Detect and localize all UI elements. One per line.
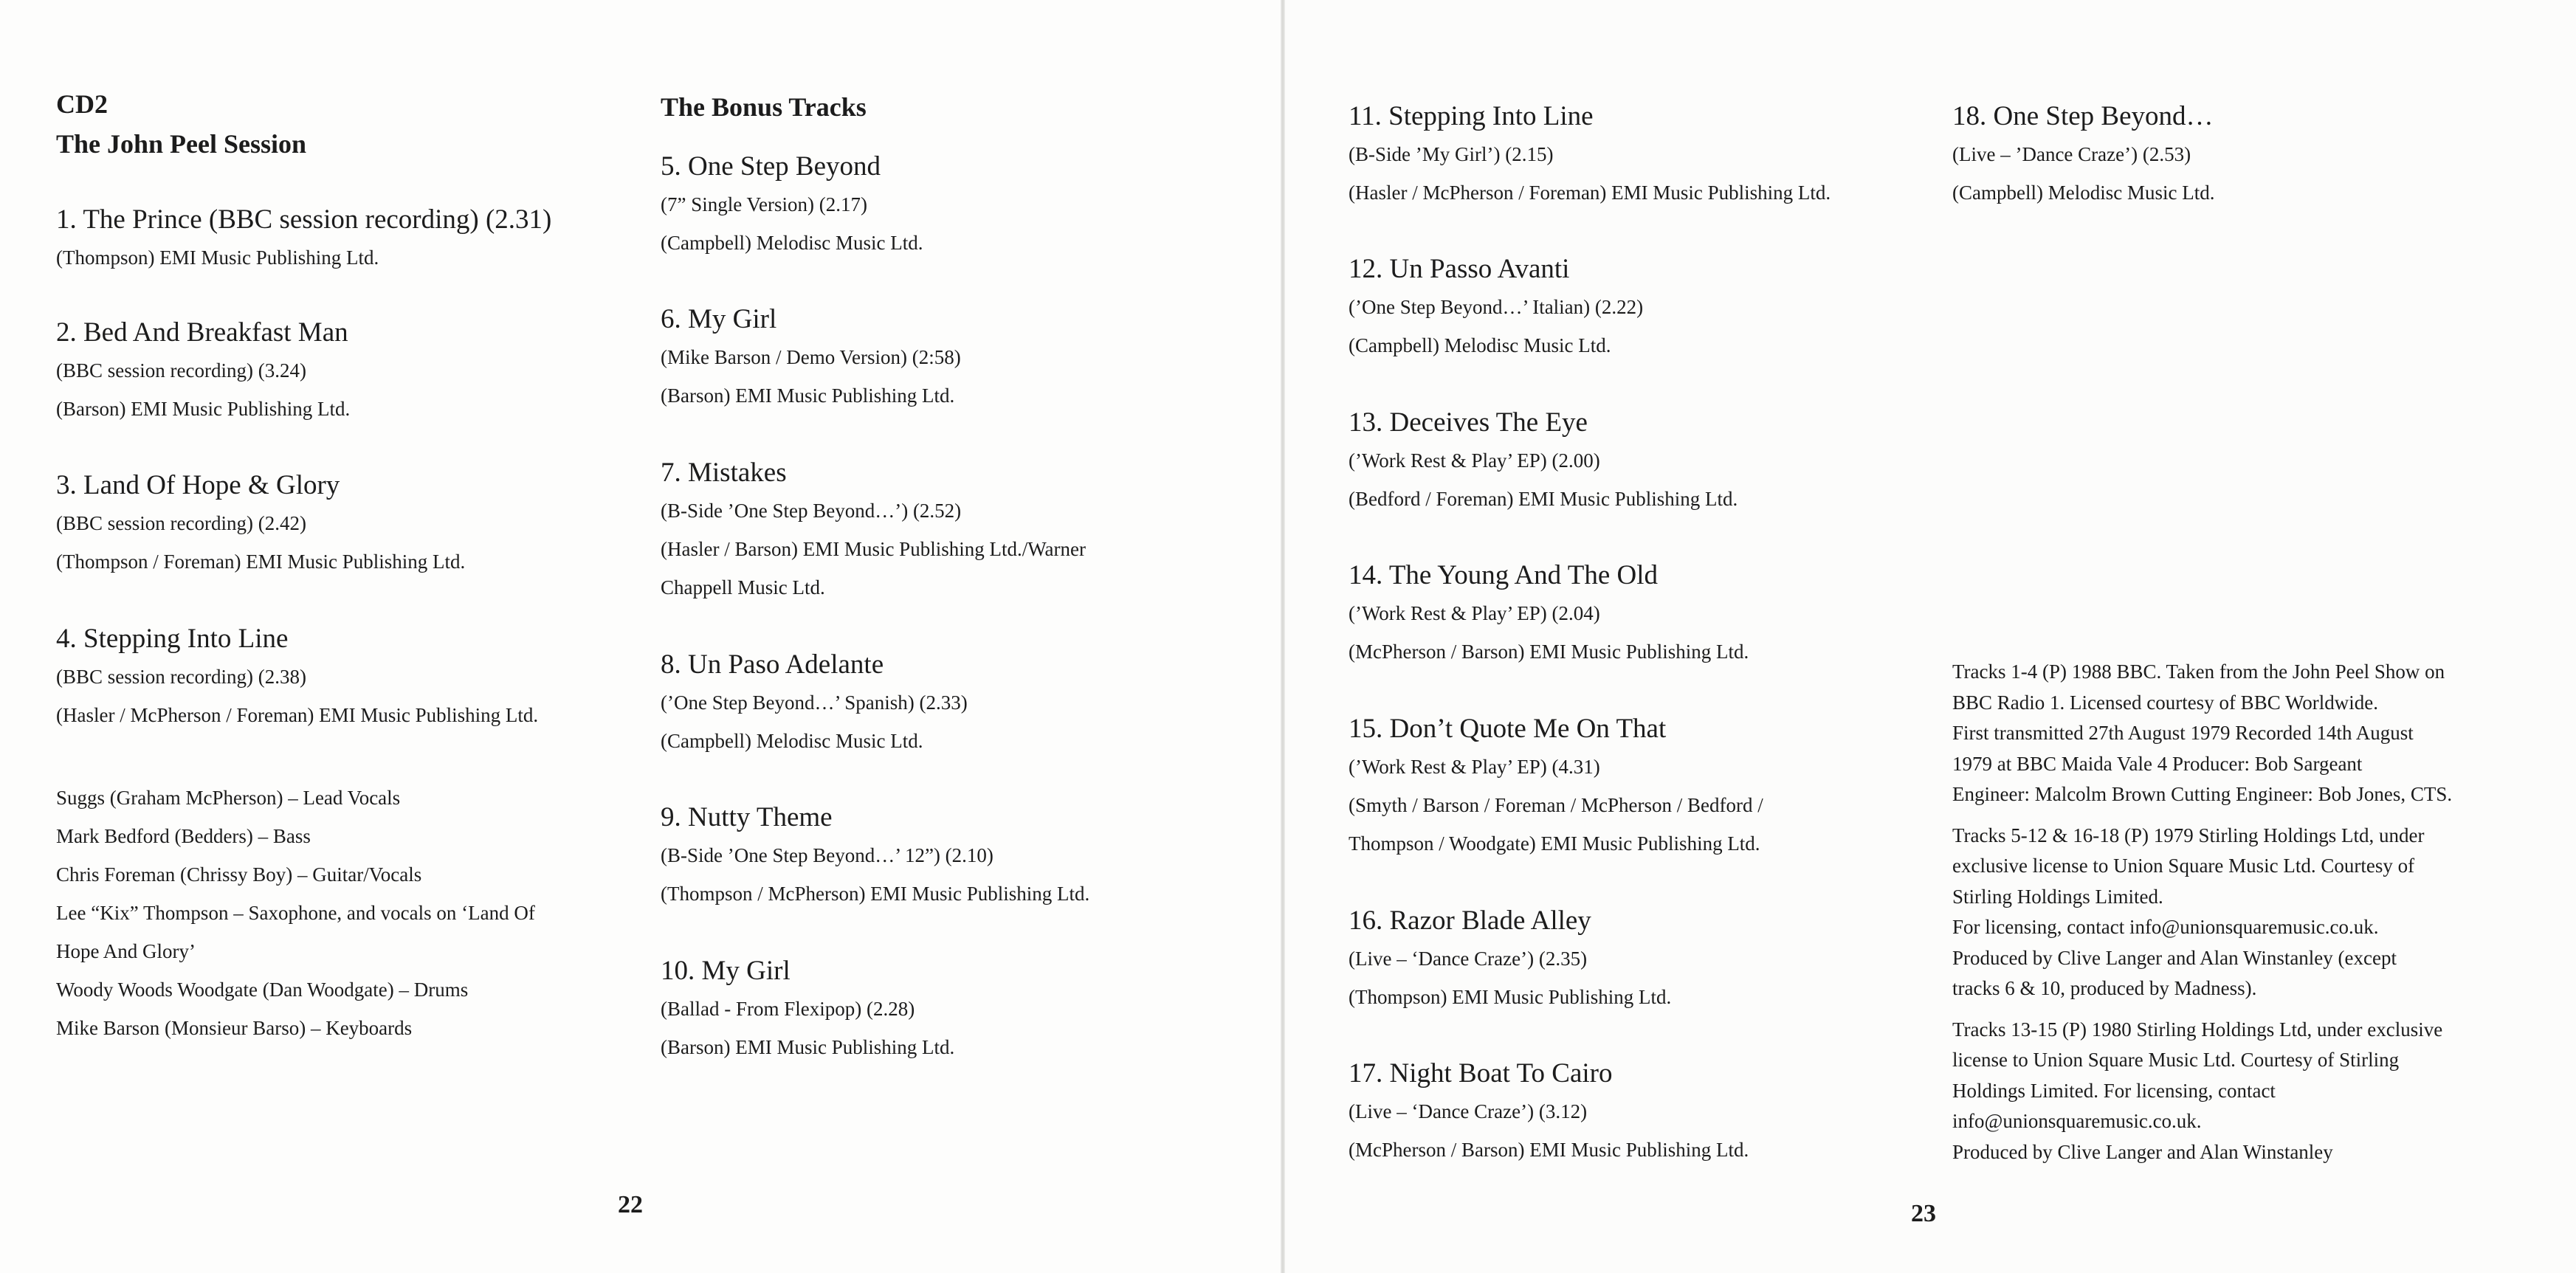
track-title: 1. The Prince (BBC session recording) (2.31) [56, 204, 552, 235]
licensing-line: Produced by Clive Langer and Alan Winstanley [1952, 1140, 2333, 1163]
right-page [1285, 0, 2576, 1273]
musician-line: Suggs (Graham McPherson) – Lead Vocals [56, 787, 401, 809]
track-credit-line: (Thompson) EMI Music Publishing Ltd. [56, 246, 379, 269]
track-credit-line: (’Work Rest & Play’ EP) (4.31) [1349, 756, 1600, 778]
track-credit-line: (Thompson) EMI Music Publishing Ltd. [1349, 986, 1672, 1008]
track-entry [1349, 251, 1969, 365]
track-credit-line: Chappell Music Ltd. [661, 576, 825, 598]
page-number-left: 22 [618, 1191, 643, 1218]
track-credit-line: (McPherson / Barson) EMI Music Publishing Ltd. [1349, 1139, 1749, 1161]
track-title: 12. Un Passo Avanti [1349, 254, 1570, 284]
track-credit-line: (BBC session recording) (2.42) [56, 512, 306, 534]
track-title: 14. The Young And The Old [1349, 560, 1659, 590]
track-entry [1349, 404, 1969, 518]
licensing-line: For licensing, contact info@unionsquaremusic.co.uk. [1952, 916, 2379, 938]
licensing-line: 1979 at BBC Maida Vale 4 Producer: Bob Sargeant [1952, 752, 2363, 775]
licensing-line: license to Union Square Music Ltd. Courtesy of Stirling [1952, 1049, 2400, 1071]
page-number-right: 23 [1911, 1200, 1936, 1227]
licensing-line: tracks 6 & 10, produced by Madness). [1952, 977, 2257, 999]
track-entry [1349, 903, 1969, 1016]
track-credit-line: (Thompson / Foreman) EMI Music Publishing Ltd. [56, 551, 466, 573]
track-credit-line: (’One Step Beyond…’ Spanish) (2.33) [661, 691, 968, 714]
track-credit-line: (Mike Barson / Demo Version) (2:58) [661, 346, 961, 368]
track-title: 16. Razor Blade Alley [1349, 905, 1591, 936]
track-entry [661, 455, 1281, 607]
track-entry [1952, 98, 2572, 212]
track-credit-line: (Ballad - From Flexipop) (2.28) [661, 998, 915, 1020]
track-credit-line: (BBC session recording) (3.24) [56, 359, 306, 382]
musician-credits [56, 779, 676, 1047]
musician-line: Chris Foreman (Chrissy Boy) – Guitar/Vocals [56, 863, 422, 886]
track-credit-line: (B-Side ’One Step Beyond…’) (2.52) [661, 500, 962, 522]
track-credit-line: (’Work Rest & Play’ EP) (2.00) [1349, 449, 1600, 472]
cd-label: CD2 [56, 89, 108, 119]
track-title: 10. My Girl [661, 956, 791, 986]
track-credit-line: (Barson) EMI Music Publishing Ltd. [661, 1036, 955, 1058]
track-credit-line: (Hasler / McPherson / Foreman) EMI Music Publishing Ltd. [56, 704, 539, 726]
track-title: 18. One Step Beyond… [1952, 101, 2214, 131]
track-entry [56, 467, 676, 581]
licensing-line: Stirling Holdings Limited. [1952, 885, 2163, 908]
track-title: 9. Nutty Theme [661, 802, 833, 832]
musician-line: Mike Barson (Monsieur Barso) – Keyboards [56, 1017, 413, 1039]
track-title: 3. Land Of Hope & Glory [56, 470, 340, 500]
track-title: 11. Stepping Into Line [1349, 101, 1594, 131]
track-entry [56, 314, 676, 428]
track-credit-line: (Thompson / McPherson) EMI Music Publishing Ltd. [661, 883, 1090, 905]
track-entry [56, 201, 676, 277]
licensing-line: Tracks 1-4 (P) 1988 BBC. Taken from the John Peel Show on [1952, 660, 2445, 683]
track-entry [661, 953, 1281, 1066]
track-credit-line: (’One Step Beyond…’ Italian) (2.22) [1349, 296, 1644, 318]
licensing-paragraph [1952, 821, 2565, 1004]
track-title: 7. Mistakes [661, 458, 787, 488]
track-credit-line: (Hasler / McPherson / Foreman) EMI Music Publishing Ltd. [1349, 182, 1831, 204]
musician-line: Woody Woods Woodgate (Dan Woodgate) – Drums [56, 979, 469, 1001]
musician-line: Lee “Kix” Thompson – Saxophone, and vocals on ‘Land Of [56, 902, 535, 924]
licensing-line: BBC Radio 1. Licensed courtesy of BBC Worldwide. [1952, 691, 2379, 714]
track-entry [1349, 1055, 1969, 1169]
licensing-line: info@unionsquaremusic.co.uk. [1952, 1110, 2202, 1132]
track-entry [56, 621, 676, 734]
licensing-line: Produced by Clive Langer and Alan Winstanley (except [1952, 946, 2397, 969]
track-entry [661, 148, 1281, 262]
track-credit-line: (Hasler / Barson) EMI Music Publishing Ltd./Warner [661, 538, 1086, 560]
track-entry [1349, 711, 1969, 863]
track-credit-line: (Campbell) Melodisc Music Ltd. [661, 232, 923, 254]
track-title: 13. Deceives The Eye [1349, 407, 1588, 438]
track-entry [661, 799, 1281, 913]
track-title: 17. Night Boat To Cairo [1349, 1058, 1613, 1089]
bonus-heading: The Bonus Tracks [661, 92, 867, 122]
track-credit-line: (Live – ‘Dance Craze’) (3.12) [1349, 1100, 1588, 1122]
track-credit-line: Thompson / Woodgate) EMI Music Publishing Ltd. [1349, 832, 1760, 855]
licensing-paragraph [1952, 1015, 2565, 1168]
track-credit-line: (B-Side ’My Girl’) (2.15) [1349, 143, 1554, 165]
track-credit-line: (Bedford / Foreman) EMI Music Publishing Ltd. [1349, 488, 1738, 510]
licensing-paragraph [1952, 657, 2565, 810]
licensing-line: exclusive license to Union Square Music Ltd. Courtesy of [1952, 855, 2415, 877]
licensing-notes [1952, 657, 2565, 1178]
licensing-line: Engineer: Malcolm Brown Cutting Engineer: Bob Jones, CTS. [1952, 783, 2453, 805]
track-credit-line: (Barson) EMI Music Publishing Ltd. [661, 384, 955, 407]
track-credit-line: (McPherson / Barson) EMI Music Publishing Ltd. [1349, 641, 1749, 663]
track-credit-line: (Campbell) Melodisc Music Ltd. [1349, 334, 1611, 356]
licensing-line: Holdings Limited. For licensing, contact [1952, 1079, 2276, 1102]
track-title: 5. One Step Beyond [661, 151, 881, 182]
track-credit-line: (Campbell) Melodisc Music Ltd. [661, 730, 923, 752]
track-entry [661, 301, 1281, 415]
track-credit-line: (’Work Rest & Play’ EP) (2.04) [1349, 602, 1600, 624]
left-page [0, 0, 1281, 1273]
track-credit-line: (Barson) EMI Music Publishing Ltd. [56, 398, 351, 420]
track-credit-line: (Smyth / Barson / Foreman / McPherson / Bedford / [1349, 794, 1763, 816]
track-entry [661, 646, 1281, 760]
track-credit-line: (Campbell) Melodisc Music Ltd. [1952, 182, 2215, 204]
track-title: 6. My Girl [661, 304, 777, 334]
track-title: 4. Stepping Into Line [56, 624, 289, 654]
track-credit-line: (Live – ’Dance Craze’) (2.53) [1952, 143, 2191, 165]
track-credit-line: (7” Single Version) (2.17) [661, 193, 867, 215]
track-credit-line: (Live – ‘Dance Craze’) (2.35) [1349, 948, 1588, 970]
licensing-line: First transmitted 27th August 1979 Recorded 14th August [1952, 722, 2414, 744]
licensing-line: Tracks 13-15 (P) 1980 Stirling Holdings Ltd, under exclusive [1952, 1018, 2443, 1041]
track-entry [1349, 557, 1969, 671]
track-entry [1349, 98, 1969, 212]
session-title: The John Peel Session [56, 129, 307, 159]
musician-line: Mark Bedford (Bedders) – Bass [56, 825, 311, 847]
track-title: 8. Un Paso Adelante [661, 649, 884, 680]
track-title: 15. Don’t Quote Me On That [1349, 714, 1667, 744]
musician-line: Hope And Glory’ [56, 940, 196, 962]
licensing-line: Tracks 5-12 & 16-18 (P) 1979 Stirling Holdings Ltd, under [1952, 824, 2425, 846]
track-title: 2. Bed And Breakfast Man [56, 317, 348, 348]
track-credit-line: (BBC session recording) (2.38) [56, 666, 306, 688]
track-credit-line: (B-Side ’One Step Beyond…’ 12”) (2.10) [661, 844, 993, 866]
